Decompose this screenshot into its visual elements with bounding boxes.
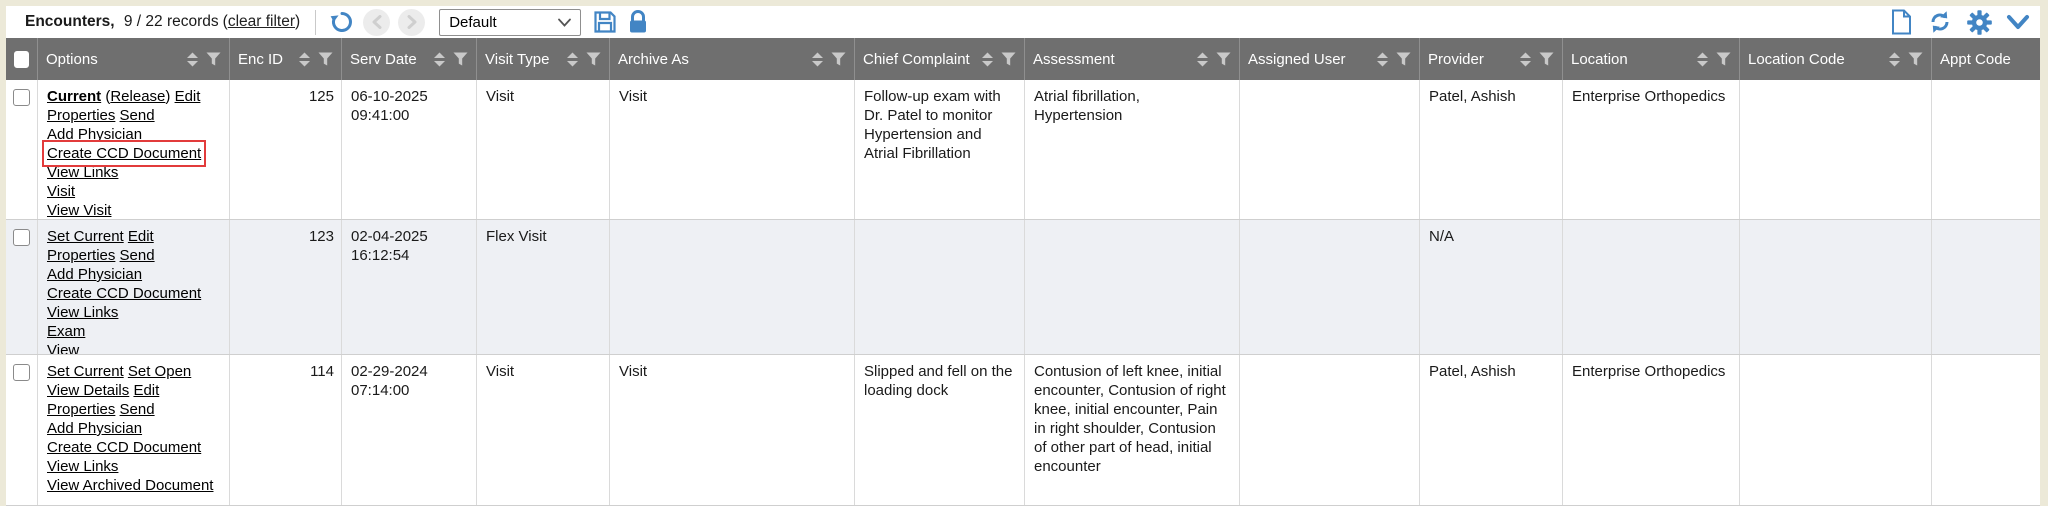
visit-type-cell: Flex Visit: [477, 220, 610, 354]
properties-link[interactable]: Properties: [47, 247, 116, 264]
create-ccd-document-link[interactable]: Create CCD Document: [47, 285, 202, 302]
clear-filter-link[interactable]: clear filter: [227, 13, 296, 30]
exam-link[interactable]: Exam: [47, 323, 86, 340]
chevron-down-icon: [558, 18, 571, 27]
view-links-link[interactable]: View Links: [47, 458, 119, 475]
sort-icon[interactable]: [1888, 52, 1901, 67]
location-code-cell: [1740, 355, 1932, 505]
row-checkbox[interactable]: [13, 89, 30, 106]
record-count: 9 / 22 records: [119, 13, 219, 30]
options-line: [47, 106, 221, 125]
options-cell: [38, 80, 230, 219]
location-cell: [1563, 220, 1740, 354]
set-current-link[interactable]: Set Current: [47, 228, 124, 245]
edit-link[interactable]: Edit: [174, 88, 201, 105]
column-header-assigned-user[interactable]: Assigned User: [1240, 38, 1420, 80]
column-header-select-all: [6, 38, 38, 80]
encounters-grid: [6, 6, 2040, 506]
sort-icon[interactable]: [186, 52, 199, 67]
view-archived-document-link[interactable]: View Archived Document: [47, 477, 214, 494]
view-link[interactable]: View: [47, 342, 80, 354]
text: ): [165, 88, 175, 105]
options-line: [47, 362, 221, 381]
grid-header-row: [6, 38, 2040, 80]
view-select[interactable]: [439, 9, 581, 36]
previous-icon[interactable]: [363, 9, 390, 36]
options-line: [47, 284, 221, 303]
filter-icon[interactable]: [318, 52, 333, 66]
view-links-link[interactable]: View Links: [47, 164, 119, 181]
filter-icon[interactable]: [1539, 52, 1554, 66]
release-link[interactable]: Release: [110, 88, 166, 105]
page-title: Encounters,: [25, 13, 115, 30]
appt-code-cell: [1932, 220, 2040, 354]
settings-gear-icon[interactable]: [1967, 10, 1992, 35]
visit-type-cell: Visit: [477, 355, 610, 505]
column-header-enc-id[interactable]: Enc ID: [230, 38, 342, 80]
appt-code-cell: [1932, 80, 2040, 219]
add-physician-link[interactable]: Add Physician: [47, 266, 143, 283]
edit-link[interactable]: Edit: [127, 228, 154, 245]
sort-icon[interactable]: [811, 52, 824, 67]
toolbar-divider: [315, 10, 316, 35]
column-header-location-code[interactable]: Location Code: [1740, 38, 1932, 80]
column-header-assessment[interactable]: Assessment: [1025, 38, 1240, 80]
provider-cell: N/A: [1420, 220, 1563, 354]
serv-date-cell: 06-10-2025 09:41:00: [342, 80, 477, 219]
clear-filter-paren-close: ): [295, 13, 301, 30]
provider-cell: Patel, Ashish: [1420, 80, 1563, 219]
location-code-cell: [1740, 80, 1932, 219]
table-row: [6, 80, 2040, 220]
visit-type-cell: Visit: [477, 80, 610, 219]
archive-as-cell: Visit: [610, 80, 855, 219]
location-cell: Enterprise Orthopedics: [1563, 355, 1740, 505]
filter-icon[interactable]: [1908, 52, 1923, 66]
sort-icon[interactable]: [1196, 52, 1209, 67]
column-header-options[interactable]: Options: [38, 38, 230, 80]
options-line: [47, 265, 221, 284]
options-line: [47, 163, 221, 182]
set-current-link[interactable]: Set Current: [47, 363, 124, 380]
sort-icon[interactable]: [1376, 52, 1389, 67]
sort-icon[interactable]: [981, 52, 994, 67]
serv-date-cell: 02-29-2024 07:14:00: [342, 355, 477, 505]
filter-icon[interactable]: [206, 52, 221, 66]
edit-link[interactable]: Edit: [133, 382, 160, 399]
location-code-cell: [1740, 220, 1932, 354]
assigned-user-cell: [1240, 80, 1420, 219]
options-line: [47, 201, 221, 219]
column-header-serv-date[interactable]: Serv Date: [342, 38, 477, 80]
send-link[interactable]: Send: [119, 401, 155, 418]
options-cell: [38, 355, 230, 505]
assessment-cell: Contusion of left knee, initial encounter, Contusion of right knee, initial encounter, Pain in right shoulder, Contusion of other part of head, initial encounter: [1025, 355, 1240, 505]
create-ccd-document-link[interactable]: Create CCD Document: [47, 145, 202, 162]
next-icon[interactable]: [398, 9, 425, 36]
column-header-visit-type[interactable]: Visit Type: [477, 38, 610, 80]
assigned-user-cell: [1240, 220, 1420, 354]
options-line: [47, 227, 221, 246]
options-line: [47, 457, 221, 476]
assigned-user-cell: [1240, 355, 1420, 505]
add-physician-link[interactable]: Add Physician: [47, 420, 143, 437]
filter-icon[interactable]: [1001, 52, 1016, 66]
sort-icon[interactable]: [566, 52, 579, 67]
save-icon[interactable]: [593, 10, 617, 34]
filter-icon[interactable]: [831, 52, 846, 66]
refresh-icon[interactable]: [1927, 9, 1953, 35]
location-cell: Enterprise Orthopedics: [1563, 80, 1740, 219]
options-line: [47, 125, 221, 144]
properties-link[interactable]: Properties: [47, 401, 116, 418]
sort-icon[interactable]: [433, 52, 446, 67]
view-details-link[interactable]: View Details: [47, 382, 130, 399]
filter-icon[interactable]: [1396, 52, 1411, 66]
options-line: [47, 246, 221, 265]
sort-icon[interactable]: [298, 52, 311, 67]
options-line: [47, 341, 221, 354]
filter-icon[interactable]: [453, 52, 468, 66]
column-header-archive-as[interactable]: Archive As: [610, 38, 855, 80]
column-header-location[interactable]: Location: [1563, 38, 1740, 80]
chief-complaint-cell: Follow-up exam with Dr. Patel to monitor Hypertension and Atrial Fibrillation: [855, 80, 1025, 219]
options-line: [47, 419, 221, 438]
row-checkbox[interactable]: [13, 229, 30, 246]
options-line: [47, 381, 221, 400]
column-header-chief-complaint[interactable]: Chief Complaint: [855, 38, 1025, 80]
visit-link[interactable]: Visit: [47, 183, 76, 200]
assessment-cell: [1025, 220, 1240, 354]
enc-id-cell: 125: [230, 80, 342, 219]
row-checkbox[interactable]: [13, 364, 30, 381]
assessment-cell: Atrial fibrillation, Hypertension: [1025, 80, 1240, 219]
provider-cell: Patel, Ashish: [1420, 355, 1563, 505]
filter-icon[interactable]: [586, 52, 601, 66]
undo-icon[interactable]: [329, 9, 355, 35]
sort-icon[interactable]: [1519, 52, 1532, 67]
send-link[interactable]: Send: [119, 247, 155, 264]
appt-code-cell: [1932, 355, 2040, 505]
table-row: [6, 355, 2040, 506]
enc-id-cell: 123: [230, 220, 342, 354]
send-link[interactable]: Send: [119, 107, 155, 124]
column-header-appt-code[interactable]: Appt Code: [1940, 50, 2011, 68]
filter-icon[interactable]: [1216, 52, 1231, 66]
new-document-icon[interactable]: [1890, 9, 1913, 35]
text: (: [101, 88, 111, 105]
table-row: [6, 220, 2040, 355]
view-visit-link[interactable]: View Visit: [47, 202, 112, 219]
options-line: [47, 303, 221, 322]
collapse-chevron-icon[interactable]: [2006, 11, 2030, 33]
column-header-provider[interactable]: Provider: [1420, 38, 1563, 80]
filter-icon[interactable]: [1716, 52, 1731, 66]
chief-complaint-cell: [855, 220, 1025, 354]
options-line: [47, 322, 221, 341]
enc-id-cell: 114: [230, 355, 342, 505]
set-open-link[interactable]: Set Open: [127, 363, 192, 380]
archive-as-cell: [610, 220, 855, 354]
current-link[interactable]: Current: [47, 88, 102, 105]
create-ccd-document-link[interactable]: Create CCD Document: [47, 439, 202, 456]
lock-icon[interactable]: [627, 10, 649, 34]
chief-complaint-cell: Slipped and fell on the loading dock: [855, 355, 1025, 505]
select-all-checkbox[interactable]: [14, 51, 29, 68]
add-physician-text: Add Physician: [47, 126, 143, 143]
sort-icon[interactable]: [1696, 52, 1709, 67]
options-line: [47, 144, 221, 163]
toolbar: [6, 6, 2040, 38]
options-line: [47, 438, 221, 457]
archive-as-cell: Visit: [610, 355, 855, 505]
options-line: [47, 87, 221, 106]
options-line: [47, 182, 221, 201]
view-select-value: Default: [449, 13, 497, 31]
options-line: [47, 400, 221, 419]
clear-filter-paren-open: (: [222, 13, 228, 30]
view-links-link[interactable]: View Links: [47, 304, 119, 321]
options-line: [47, 476, 221, 495]
properties-link[interactable]: Properties: [47, 107, 116, 124]
serv-date-cell: 02-04-2025 16:12:54: [342, 220, 477, 354]
options-cell: [38, 220, 230, 354]
